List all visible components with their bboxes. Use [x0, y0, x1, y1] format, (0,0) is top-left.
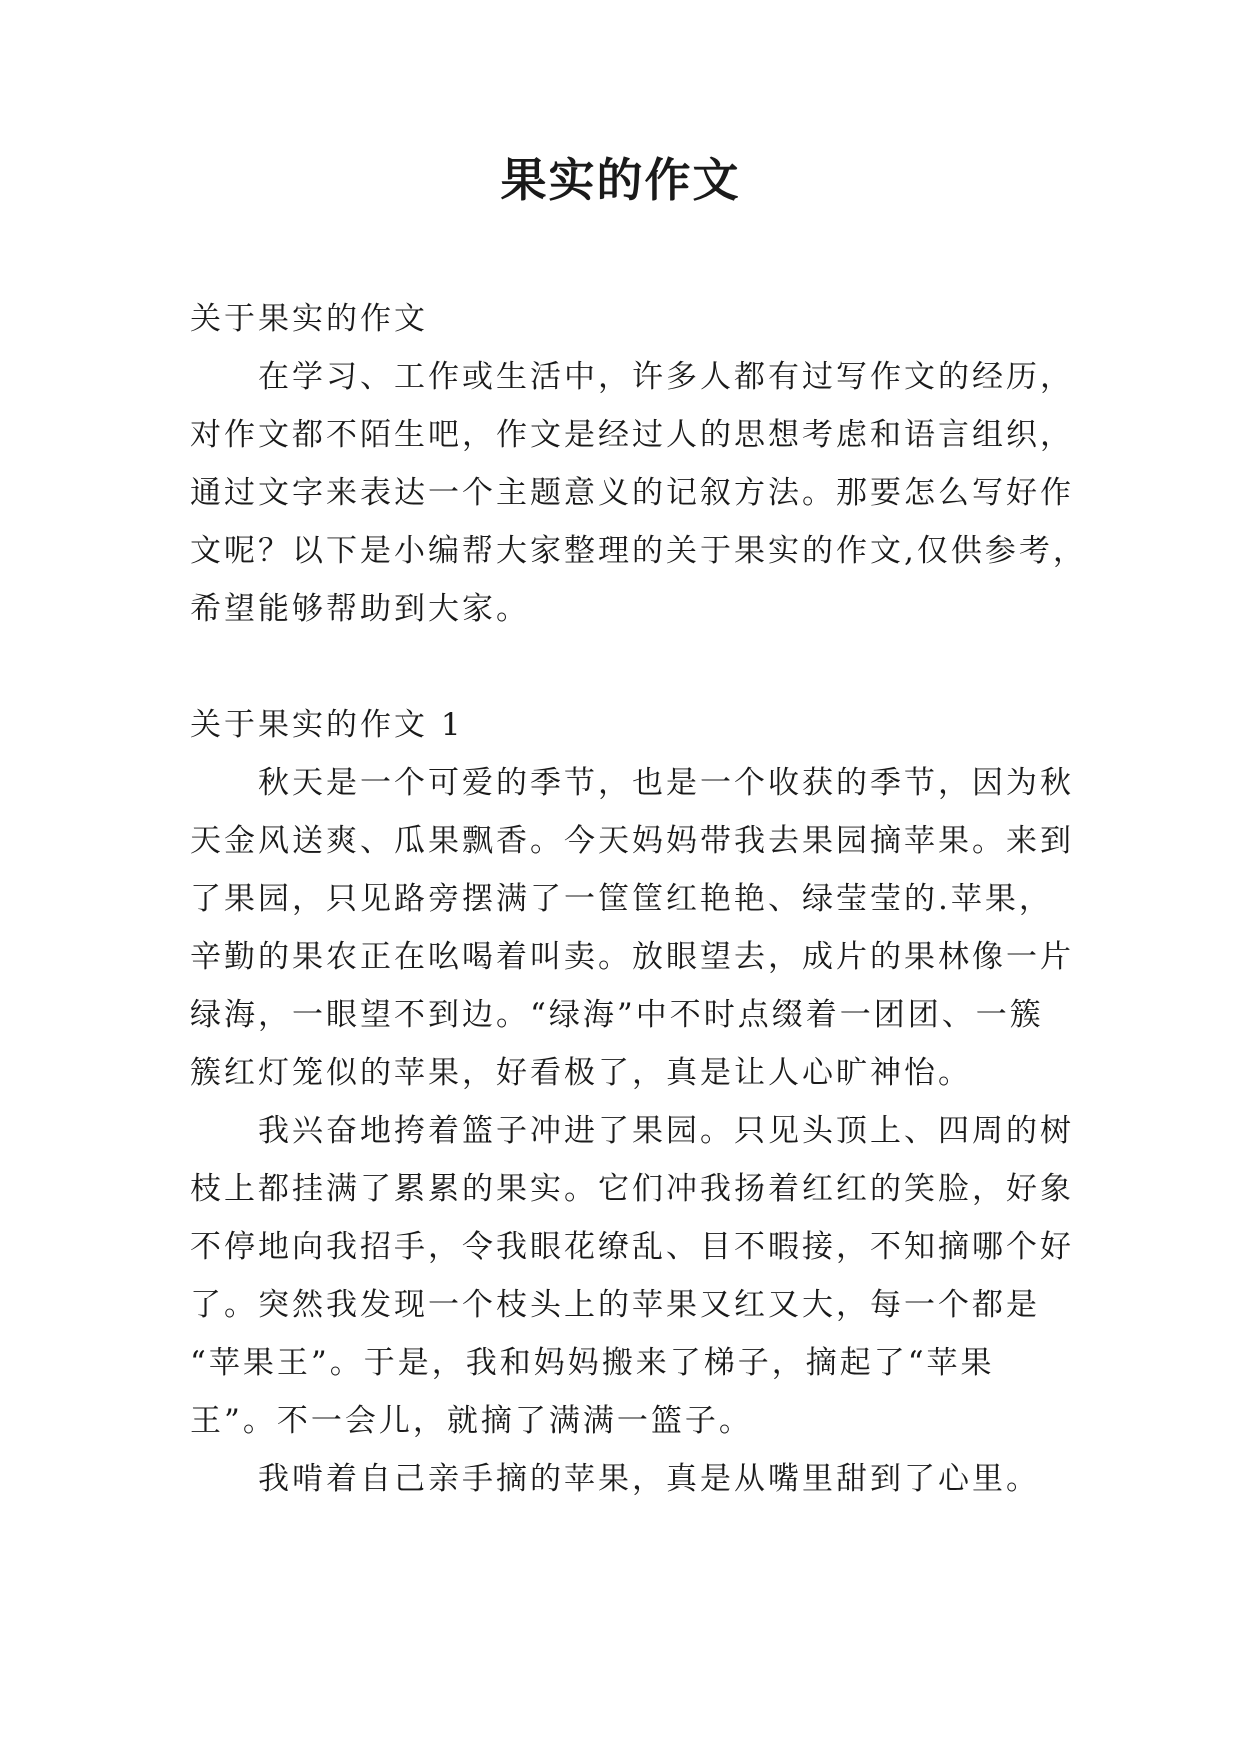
- paragraph-line: 绿海，一眼望不到边。“绿海”中不时点缀着一团团、一簇: [190, 997, 1044, 1033]
- paragraph-line: 不停地向我招手，令我眼花缭乱、目不暇接，不知摘哪个好: [190, 1229, 1074, 1265]
- essay-heading: 关于果实的作文 1: [190, 707, 464, 743]
- intro-line: 希望能够帮助到大家。: [190, 591, 530, 627]
- paragraph-line: 我兴奋地挎着篮子冲进了果园。只见头顶上、四周的树: [258, 1113, 1074, 1149]
- intro-line: 文呢？以下是小编帮大家整理的关于果实的作文,仅供参考，: [190, 533, 1087, 569]
- intro-line: 对作文都不陌生吧，作文是经过人的思想考虑和语言组织，: [190, 417, 1074, 453]
- essay-paragraph-3: [190, 1450, 1070, 1508]
- intro-paragraph: [190, 348, 1087, 638]
- section-spacer: [190, 638, 1070, 696]
- document-body: [190, 290, 1087, 1508]
- intro-line: 在学习、工作或生活中，许多人都有过写作文的经历，: [258, 359, 1074, 395]
- paragraph-line: “苹果王”。于是，我和妈妈搬来了梯子，摘起了“苹果: [190, 1345, 995, 1381]
- paragraph-line: 了。突然我发现一个枝头上的苹果又红又大，每一个都是: [190, 1287, 1040, 1323]
- paragraph-line: 簇红灯笼似的苹果，好看极了，真是让人心旷神怡。: [190, 1055, 972, 1091]
- intro-line: 通过文字来表达一个主题意义的记叙方法。那要怎么写好作: [190, 475, 1074, 511]
- essay-paragraph-1: [190, 754, 1074, 1102]
- paragraph-line: 了果园，只见路旁摆满了一筐筐红艳艳、绿莹莹的.苹果，: [190, 881, 1053, 917]
- paragraph-line: 天金风送爽、瓜果飘香。今天妈妈带我去果园摘苹果。来到: [190, 823, 1074, 859]
- paragraph-line: 辛勤的果农正在吆喝着叫卖。放眼望去，成片的果林像一片: [190, 939, 1074, 975]
- paragraph-line: 秋天是一个可爱的季节，也是一个收获的季节，因为秋: [258, 765, 1074, 801]
- subtitle: 关于果实的作文: [190, 301, 428, 337]
- essay-paragraph-2: [190, 1102, 1074, 1450]
- document-title: 果实的作文: [500, 153, 741, 207]
- paragraph-line: 我啃着自己亲手摘的苹果，真是从嘴里甜到了心里。: [258, 1461, 1040, 1497]
- paragraph-line: 王”。不一会儿，就摘了满满一篮子。: [190, 1403, 753, 1439]
- paragraph-line: 枝上都挂满了累累的果实。它们冲我扬着红红的笑脸，好象: [190, 1171, 1074, 1207]
